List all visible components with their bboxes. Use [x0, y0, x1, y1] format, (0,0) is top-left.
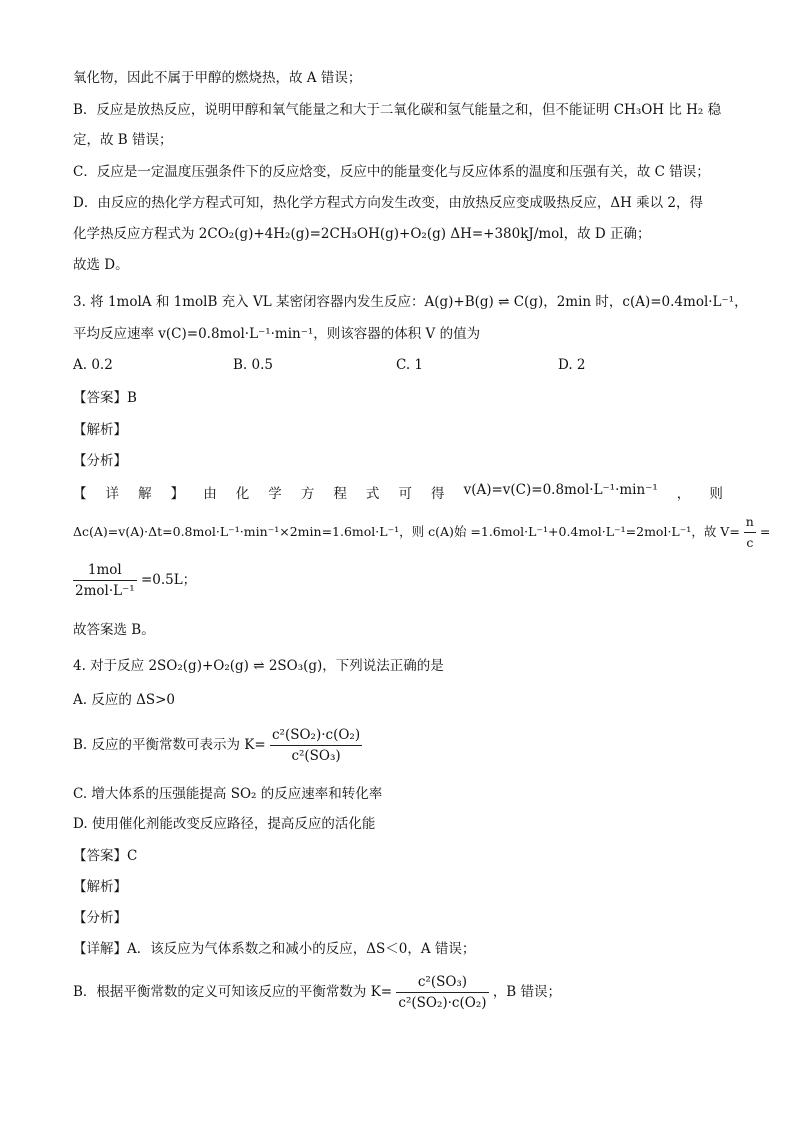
paragraph-line: B．反应是放热反应，说明甲醇和氧气能量之和大于二氧化碳和氢气能量之和，但不能证明 CH₃OH 比 H₂ 稳: [73, 102, 722, 118]
option-c: C. 1: [396, 357, 424, 373]
option-a: A. 0.2: [73, 357, 113, 373]
equilibrium-constant-fraction: $\frac{\text{c²(SO₃)}}{\text{c²(SO₂)·c(O₂)}}$: [398, 974, 487, 1011]
detail-heading-line: 【 详 解 】 由 化 学 方 程 式 可 得 v(A)=v(C)=0.8mol·L⁻¹·min⁻¹ ， 则: [73, 482, 723, 502]
fenxi-label: 【分析】: [73, 910, 127, 926]
fenxi-label: 【分析】: [73, 453, 127, 469]
question-4-stem: 4. 对于反应 2SO₂(g)+O₂(g) ⇌ 2SO₃(g)，下列说法正确的是: [73, 658, 444, 674]
conclusion: 故答案选 B。: [73, 622, 155, 638]
question-3-options: [73, 357, 723, 377]
paragraph-line: 故选 D。: [73, 257, 129, 273]
calculation-result: $\frac{\text{1mol}}{\text{2mol·L⁻¹}}$ =0.5L；: [75, 562, 197, 599]
option-c: C. 增大体系的压强能提高 SO₂ 的反应速率和转化率: [73, 786, 383, 802]
option-d: D. 使用催化剂能改变反应路径，提高反应的活化能: [73, 816, 376, 832]
paragraph-line: 化学热反应方程式为 2CO₂(g)+4H₂(g)=2CH₃OH(g)+O₂(g) ΔH=+380kJ/mol，故 D 正确；: [73, 226, 651, 242]
detail-a: 【详解】A．该反应为气体系数之和减小的反应，ΔS＜0，A 错误；: [73, 941, 476, 957]
paragraph-line: 氧化物，因此不属于甲醇的燃烧热，故 A 错误；: [73, 70, 362, 86]
analysis-label: 【解析】: [73, 879, 127, 895]
paragraph-line: D．由反应的热化学方程式可知，热化学方程式方向发生改变，由放热反应变成吸热反应，ΔH 乘以 2，得: [73, 195, 704, 211]
answer-label: 【答案】B: [73, 390, 137, 406]
option-b: B. 反应的平衡常数可表示为 K= $\frac{\text{c²(SO₂)·c(O₂)}}{\text{c²(SO₃)}}$: [73, 727, 361, 764]
paragraph-line: C．反应是一定温度压强条件下的反应焓变，反应中的能量变化与反应体系的温度和压强有关，故 C 错误；: [73, 164, 710, 180]
fraction-mol: $\frac{\text{1mol}}{\text{2mol·L⁻¹}}$: [75, 562, 135, 599]
fraction-n-over-c: $\frac{n}{c}$: [745, 514, 754, 550]
calculation-line: Δc(A)=v(A)·Δt=0.8mol·L⁻¹·min⁻¹×2min=1.6mol·L⁻¹，则 c(A)始 =1.6mol·L⁻¹+0.4mol·L⁻¹=2mol·L⁻¹，故 V= $\frac{n}{c}$ =: [73, 512, 770, 553]
paragraph-line: 定，故 B 错误；: [73, 132, 173, 148]
option-b: B. 0.5: [233, 357, 273, 373]
option-a: A. 反应的 ΔS>0: [73, 692, 176, 708]
option-d: D. 2: [558, 357, 586, 373]
question-3-stem-cont: 平均反应速率 v(C)=0.8mol·L⁻¹·min⁻¹，则该容器的体积 V 的值为: [73, 326, 481, 342]
question-3-stem: 3. 将 1molA 和 1molB 充入 VL 某密闭容器内发生反应：A(g)+B(g) ⇌ C(g)，2min 时，c(A)=0.4mol·L⁻¹，: [73, 294, 748, 310]
analysis-label: 【解析】: [73, 422, 127, 438]
detail-b: B．根据平衡常数的定义可知该反应的平衡常数为 K= $\frac{\text{c²(SO₃)}}{\text{c²(SO₂)·c(O₂)}}$ ，B 错误；: [73, 974, 562, 1011]
answer-label: 【答案】C: [73, 848, 138, 864]
equilibrium-constant-fraction: $\frac{\text{c²(SO₂)·c(O₂)}}{\text{c²(SO₃)}}$: [272, 727, 361, 764]
